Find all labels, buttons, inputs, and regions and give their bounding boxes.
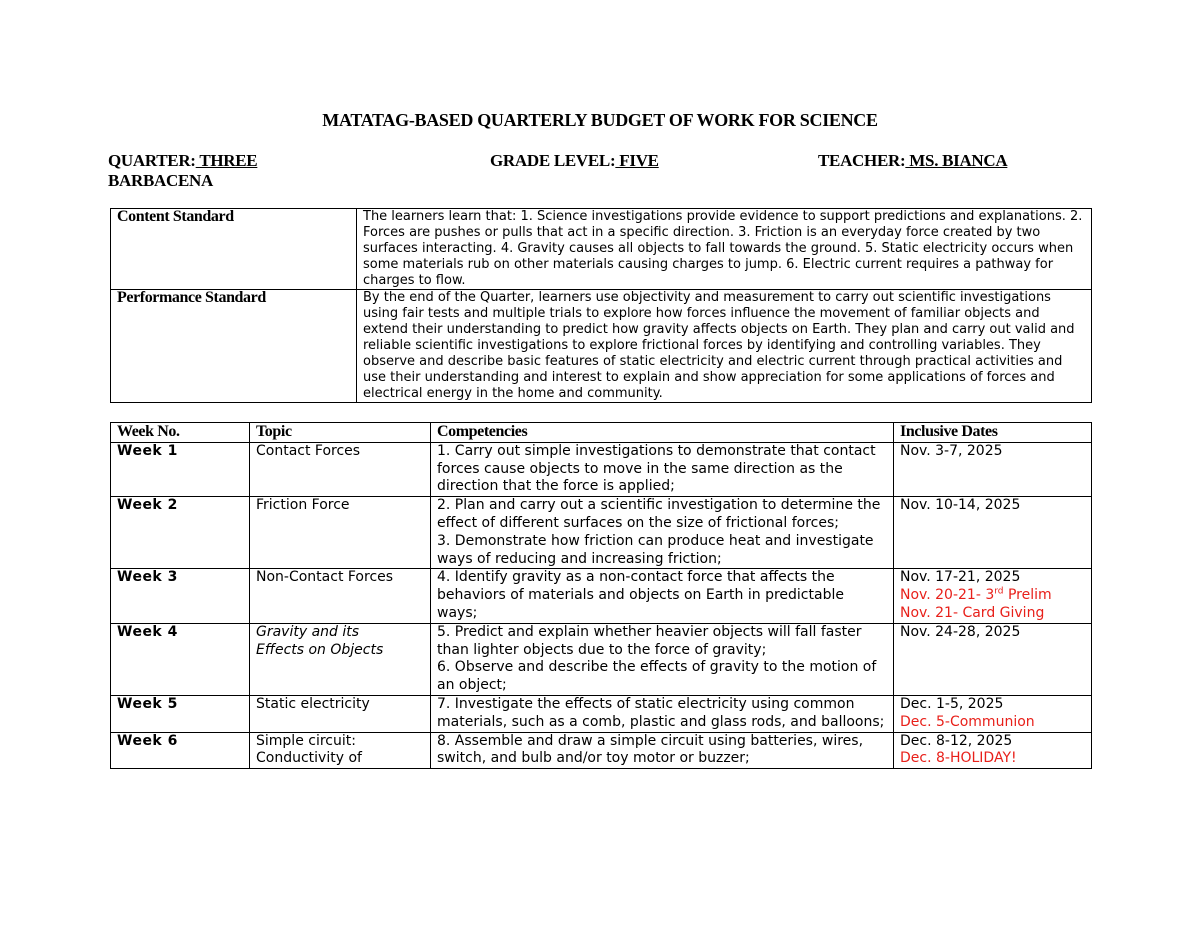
table-row	[111, 569, 1092, 623]
dates: Dec. 1-5, 2025	[900, 695, 1004, 712]
topic: Friction Force	[250, 497, 431, 569]
teacher-value: MS. BIANCA	[905, 151, 1008, 170]
quarter-value: THREE	[195, 151, 258, 170]
event-note: Dec. 5-Communion	[900, 713, 1035, 730]
topic: Gravity and its	[256, 623, 360, 640]
table-row	[111, 623, 1092, 695]
week-number: Week 3	[111, 569, 250, 623]
header-week-no: Week No.	[117, 423, 180, 440]
table-header-row	[111, 423, 1092, 443]
standards-row-performance	[111, 290, 1092, 403]
table-row	[111, 732, 1092, 769]
topic: Conductivity of	[256, 750, 362, 767]
week-number: Week 4	[111, 623, 250, 695]
content-standard-text: The learners learn that: 1. Science investigations provide evidence to support predictions and explanations. 2. Forces are pushes or pulls that act in a specific direction. 3. Friction is an everyday force created by two surfaces interacting. 4. Gravity causes all objects to fall towards the ground. 5. Static electricity occurs when some materials rub on other materials causing charges to jump. 6. Electric current requires a pathway for charges to flow.	[357, 209, 1092, 290]
competency: 3. Demonstrate how friction can produce heat and investigate ways of reducing and increasing friction;	[437, 532, 874, 567]
competency: 5. Predict and explain whether heavier objects will fall faster than lighter objects due to the force of gravity;	[437, 623, 862, 658]
topic: Effects on Objects	[256, 641, 384, 658]
performance-standard-text: By the end of the Quarter, learners use objectivity and measurement to carry out scientific investigations using fair tests and multiple trials to explore how forces influence the movement of familiar objects and extend their understanding to predict how gravity affects objects on Earth. They plan and carry out valid and reliable scientific investigations to explore frictional forces by identifying and controlling variables. They observe and describe basic features of static electricity and electric current through practical activities and use their understanding and interest to explain and show appreciation for some applications of forces and electrical energy in the home and community.	[357, 290, 1092, 403]
week-number: Week 2	[111, 497, 250, 569]
competency: 6. Observe and describe the effects of gravity to the motion of an object;	[437, 659, 877, 694]
standards-row-content	[111, 209, 1092, 290]
event-note: Nov. 20-21- 3rd Prelim	[900, 586, 1052, 604]
table-row	[111, 695, 1092, 732]
page-title: MATATAG-BASED QUARTERLY BUDGET OF WORK FOR SCIENCE	[322, 110, 878, 130]
header-competencies: Competencies	[437, 423, 528, 440]
teacher-surname: BARBACENA	[108, 171, 213, 190]
week-number: Week 1	[111, 442, 250, 496]
table-row	[111, 442, 1092, 496]
dates: Dec. 8-12, 2025	[900, 732, 1013, 749]
content-standard-label: Content Standard	[117, 208, 234, 225]
table-row	[111, 497, 1092, 569]
dates: Nov. 24-28, 2025	[894, 623, 1092, 695]
dates: Nov. 10-14, 2025	[894, 497, 1092, 569]
grade-label: GRADE LEVEL:	[490, 151, 616, 170]
header-topic: Topic	[256, 423, 292, 440]
teacher-label: TEACHER:	[818, 151, 906, 170]
dates: Nov. 17-21, 2025	[900, 569, 1021, 586]
grade-value: FIVE	[615, 151, 659, 170]
dates: Nov. 3-7, 2025	[894, 442, 1092, 496]
performance-standard-label: Performance Standard	[117, 289, 266, 306]
topic: Simple circuit:	[256, 732, 356, 749]
topic: Contact Forces	[250, 442, 431, 496]
teacher-field	[818, 151, 1007, 171]
competency: 4. Identify gravity as a non-contact force that affects the behaviors of materials and objects on Earth in predictable ways;	[437, 569, 844, 621]
standards-table	[110, 208, 1092, 403]
quarter-label: QUARTER:	[108, 151, 196, 170]
topic: Non-Contact Forces	[250, 569, 431, 623]
competency: 1. Carry out simple investigations to demonstrate that contact forces cause objects to move in the same direction as the direction that the force is applied;	[437, 442, 876, 495]
week-number: Week 6	[111, 732, 250, 769]
header-inclusive-dates: Inclusive Dates	[900, 423, 998, 440]
quarter-field	[108, 151, 257, 191]
competency: 8. Assemble and draw a simple circuit using batteries, wires, switch, and bulb and/or toy motor or buzzer;	[437, 732, 864, 767]
grade-level-field	[490, 151, 659, 171]
competency: 7. Investigate the effects of static electricity using common materials, such as a comb, plastic and glass rods, and balloons;	[437, 695, 885, 730]
event-note: Nov. 21- Card Giving	[900, 604, 1045, 621]
week-number: Week 5	[111, 695, 250, 732]
weekly-schedule-table	[110, 422, 1092, 769]
competency: 2. Plan and carry out a scientific investigation to determine the effect of different surfaces on the size of frictional forces;	[437, 497, 881, 531]
topic: Static electricity	[250, 695, 431, 732]
event-note: Dec. 8-HOLIDAY!	[900, 750, 1017, 767]
